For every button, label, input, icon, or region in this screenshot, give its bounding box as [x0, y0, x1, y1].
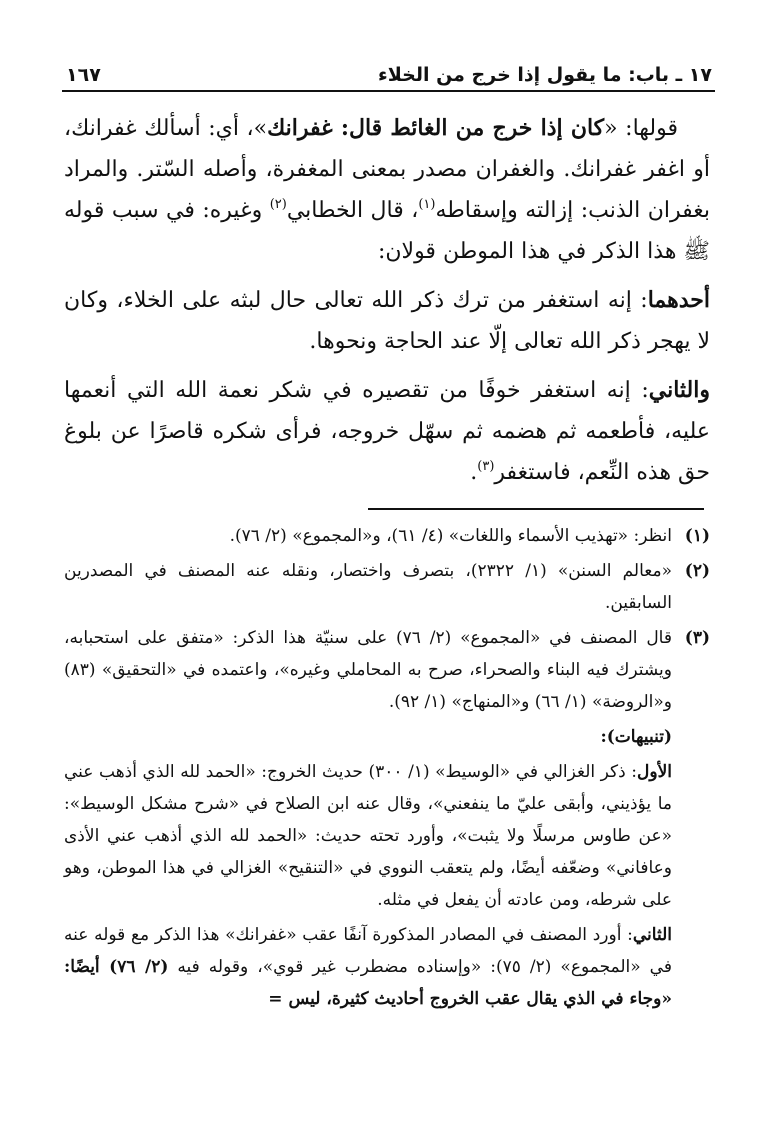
footnote-text: قال المصنف في «المجموع» (٢/ ٧٦) على سنيّة هذا الذكر: «متفق على استحبابه، ويشترك فيه البناء والصحراء، صرح به المحاملي وغيره»، واعتمده في «التحقيق» (٨٣) و«الروضة» (١/ ٦٦) و«المنهاج» (١/ ٩٢).: [64, 628, 672, 712]
second-opinion-label: والثاني: [648, 377, 710, 403]
second-opinion-text: : إنه استغفر خوفًا من تقصيره في شكر نعمة الله التي أنعمها عليه، فأطعمه ثم هضمه ثم سهّل خروجه، فرأى شكره قاصرًا عن بلوغ حق هذه النِّعم، فاستغفر: [64, 378, 710, 485]
page-header: [66, 52, 712, 86]
tanbih-second-label: الثاني: [632, 925, 672, 945]
tanbih-second-text: : أورد المصنف في المصادر المذكورة آنفًا عقب «غفرانك» هذا الذكر مع قوله عنه في «المجموع» (٢/ ٧٥): «وإسناده مضطرب غير قوي»، وقوله فيه: [64, 925, 672, 977]
footnote-number: (٣): [684, 628, 710, 648]
tanbih-first: [64, 756, 710, 916]
footnotes: [64, 520, 710, 1018]
footnote-ref-1[interactable]: (١): [418, 197, 436, 212]
quote-open: قولها: «: [604, 116, 678, 141]
chapter-title: ١٧ ـ باب: ما يقول إذا خرج من الخلاء: [377, 64, 712, 86]
footnote-number: (٢): [684, 561, 710, 581]
footnote-item: [64, 622, 710, 718]
paragraph-intro: [64, 108, 710, 272]
first-opinion-text: : إنه استغفر من ترك ذكر الله تعالى حال لبثه على الخلاء، وكان لا يهجر ذكر الله تعالى إلّا عند الحاجة ونحوها.: [64, 288, 710, 354]
first-opinion-label: أحدهما: [647, 287, 710, 313]
footnote-number: (١): [684, 526, 710, 546]
intro-text-3: وغيره: في سبب قوله ﷺ هذا الذكر في هذا الموطن قولان:: [64, 198, 710, 264]
tanbih-first-label: الأول: [637, 762, 672, 782]
paragraph-first-opinion: [64, 280, 710, 362]
header-divider: [62, 90, 715, 92]
paragraph-second-opinion: [64, 370, 710, 493]
tanbih-second-tail: (٢/ ٧٦) أيضًا: «وجاء في الذي يقال عقب الخروج أحاديث كثيرة، ليس =: [64, 957, 672, 1009]
page-number: ١٦٧: [66, 64, 101, 86]
footnote-text: «معالم السنن» (١/ ٢٣٢٢)، بتصرف واختصار، ونقله عنه المصنف في المصدرين السابقين.: [64, 561, 672, 613]
hadith-quote: كان إذا خرج من الغائط قال: غفرانك: [267, 115, 605, 141]
footnote-text: انظر: «تهذيب الأسماء واللغات» (٤/ ٦١)، و«المجموع» (٢/ ٧٦).: [229, 526, 672, 546]
intro-text-2: ، قال الخطابي: [286, 198, 419, 223]
second-opinion-end: .: [470, 460, 478, 485]
footnote-ref-2[interactable]: (٢): [269, 197, 287, 212]
footnote-ref-3[interactable]: (٣): [477, 459, 495, 474]
footnote-item: [64, 520, 710, 552]
tanbih-first-text: : ذكر الغزالي في «الوسيط» (١/ ٣٠٠) حديث الخروج: «الحمد لله الذي أذهب عني ما يؤذيني، وأبقى عليّ ما ينفعني»، وقال عنه ابن الصلاح في «شرح مشكل الوسيط»: «عن طاوس مرسلًا ولا يثبت»، وأورد تحته حديث: «الحمد لله الذي أذهب عني الأذى وعافاني» وضعّفه أيضًا، ولم يتعقب النووي في «التنقيح» الغزالي في هذا الموطن، وهو على شرطه، ومن عادته أن يفعل في مثله.: [64, 762, 672, 910]
tanbihat-heading-text: (تنبيهات):: [600, 727, 672, 747]
intro-text: »، أي: أسألك غفرانك، أو اغفر غفرانك. والغفران مصدر بمعنى المغفرة، وأصله السّتر. والمراد بغفران الذنب: إزالته وإسقاطه: [64, 116, 710, 223]
tanbihat-heading: [64, 721, 710, 753]
footnote-divider: [368, 508, 704, 510]
tanbih-second: [64, 919, 710, 1015]
main-text: [64, 108, 710, 501]
footnote-item: [64, 555, 710, 619]
